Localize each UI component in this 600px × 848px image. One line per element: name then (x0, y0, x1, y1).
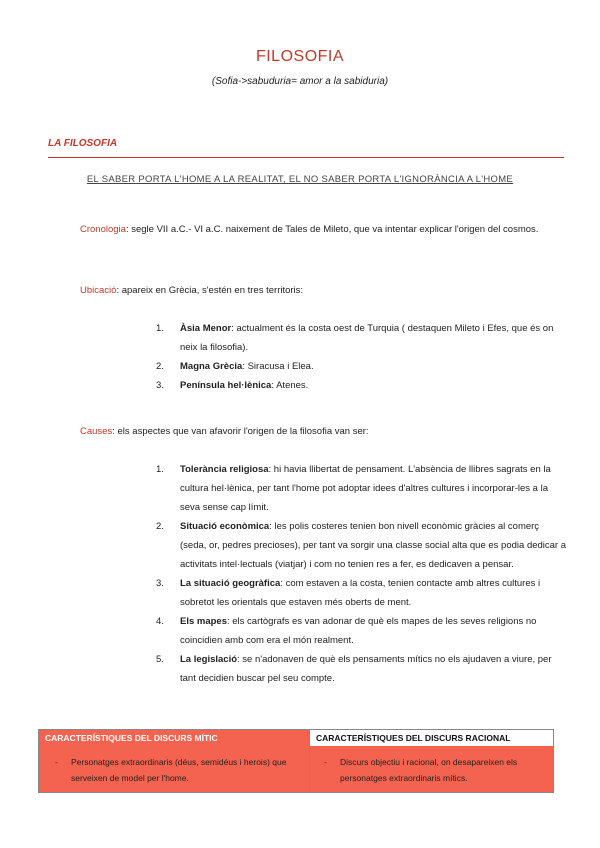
mythic-discourse-item: - Personatges extraordinaris (déus, semidéus i herois) que serveixen de model per l'home. (55, 757, 287, 783)
list-term: Península hel·lènica (180, 380, 272, 391)
list-text: : hi havia llibertat de pensament. L'absència de llibres sagrats en la cultura hel·lènica, per tant l'home pot adoptar idees d'altres cultures i incorporar-les a la seva sense cap límit. (180, 464, 551, 513)
list-text: : els cartògrafs es van adonar de què els mapes de les seves religions no coincidien amb com era el món realment. (180, 616, 537, 646)
bullet-body: : apareix en Grècia, s'estén en tres territoris: (116, 285, 304, 296)
bullet-cronologia (60, 220, 565, 240)
causes-list (156, 460, 568, 688)
list-term: Àsia Menor (180, 323, 232, 334)
mythic-discourse-cell (39, 730, 310, 793)
bullet-text (80, 281, 565, 301)
section-divider (48, 157, 564, 158)
bullet-text (80, 422, 565, 442)
list-term: Tolerància religiosa (180, 464, 269, 475)
list-term: La situació geogràfica (180, 578, 281, 589)
list-term: Situació econòmica (180, 521, 270, 532)
list-text: : com estaven a la costa, tenien contacte amb altres cultures i sobretot les orientals que estaven més oberts de ment. (180, 578, 541, 608)
bullet-label: Ubicació (80, 285, 117, 296)
bullet-body: : segle VII a.C.- VI a.C. naixement de Tales de Mileto, que va intentar explicar l'origen del cosmos. (125, 224, 539, 235)
document-subtitle: (Sofia->sabuduria= amor a la sabiduria) (211, 76, 389, 87)
bullet-body: : els aspectes que van afavorir l'origen de la filosofia van ser: (112, 426, 369, 437)
document-title: FILOSOFIA (255, 48, 345, 65)
mythic-discourse-header: CARACTERÍSTIQUES DEL DISCURS MÍTIC (45, 733, 218, 743)
list-term: Els mapes (180, 616, 227, 627)
rational-discourse-item: - Discurs objectiu i racional, on desapareixen els personatges extraordinaris mítics. (324, 757, 518, 783)
list-text: : se n'adonaven de què els pensaments mítics no els ajudaven a viure, per tant decidien buscar pel seu compte. (180, 654, 552, 684)
bullet-text (80, 220, 565, 240)
list-item: 5. La legislació: se n'adonaven de què els pensaments mítics no els ajudaven a viure, per tant decidien buscar pel seu compte. (156, 654, 552, 684)
section-title: LA FILOSOFIA (48, 138, 118, 149)
bullet-label: Causes (80, 426, 113, 437)
list-item: 1. Àsia Menor: actualment és la costa oest de Turquia ( destaquen Mileto i Efes, que és on neix la filosofia). (156, 323, 554, 353)
list-text: : les polis costeres tenien bon nivell econòmic gràcies al comerç (seda, or, pedres precioses), per tant va sorgir una classe social alta que es podia dedicar a activitats intel·lectuals (viatjar) i com no tenien res a fer, es dedicaven a pensar. (180, 521, 567, 570)
territories-list (156, 319, 566, 395)
list-text: : actualment és la costa oest de Turquia ( destaquen Mileto i Efes, que és on neix la filosofia). (180, 323, 554, 353)
bullet-causes (60, 422, 565, 442)
list-item: 1. Tolerància religiosa: hi havia llibertat de pensament. L'absència de llibres sagrats en la cultura hel·lènica, per tant l'home pot adoptar idees d'altres cultures i incorporar-les a la seva sense cap límit. (156, 464, 551, 513)
bullet-label: Cronologia (80, 224, 126, 235)
list-term: Magna Grècia (180, 361, 243, 372)
motto: EL SABER PORTA L'HOME A LA REALITAT, EL NO SABER PORTA L'IGNORÀNCIA A L'HOME (86, 174, 514, 185)
list-item: 4. Els mapes: els cartògrafs es van adonar de què els mapes de les seves religions no coincidien amb com era el món realment. (156, 616, 537, 646)
list-item: 3. La situació geogràfica: com estaven a la costa, tenien contacte amb altres cultures i sobretot les orientals que estaven més oberts de ment. (156, 578, 541, 608)
list-term: La legislació (180, 654, 238, 665)
rational-discourse-header: CARACTERÍSTIQUES DEL DISCURS RACIONAL (316, 733, 511, 743)
bullet-ubicacio (60, 281, 565, 301)
discourse-comparison-table (38, 729, 554, 793)
list-item: 2. Magna Grècia: Siracusa i Elea. (156, 361, 314, 372)
list-item: 2. Situació econòmica: les polis costeres tenien bon nivell econòmic gràcies al comerç (seda, or, pedres precioses), per tant va sorgir una classe social alta que es podia dedicar a activitats intel·lectuals (viatjar) i com no tenien res a fer, es dedicaven a pensar. (156, 521, 567, 570)
list-text: : Siracusa i Elea. (242, 361, 314, 372)
list-item: 3. Península hel·lènica: Atenes. (156, 380, 309, 391)
rational-discourse-cell (310, 730, 554, 793)
list-text: : Atenes. (271, 380, 309, 391)
